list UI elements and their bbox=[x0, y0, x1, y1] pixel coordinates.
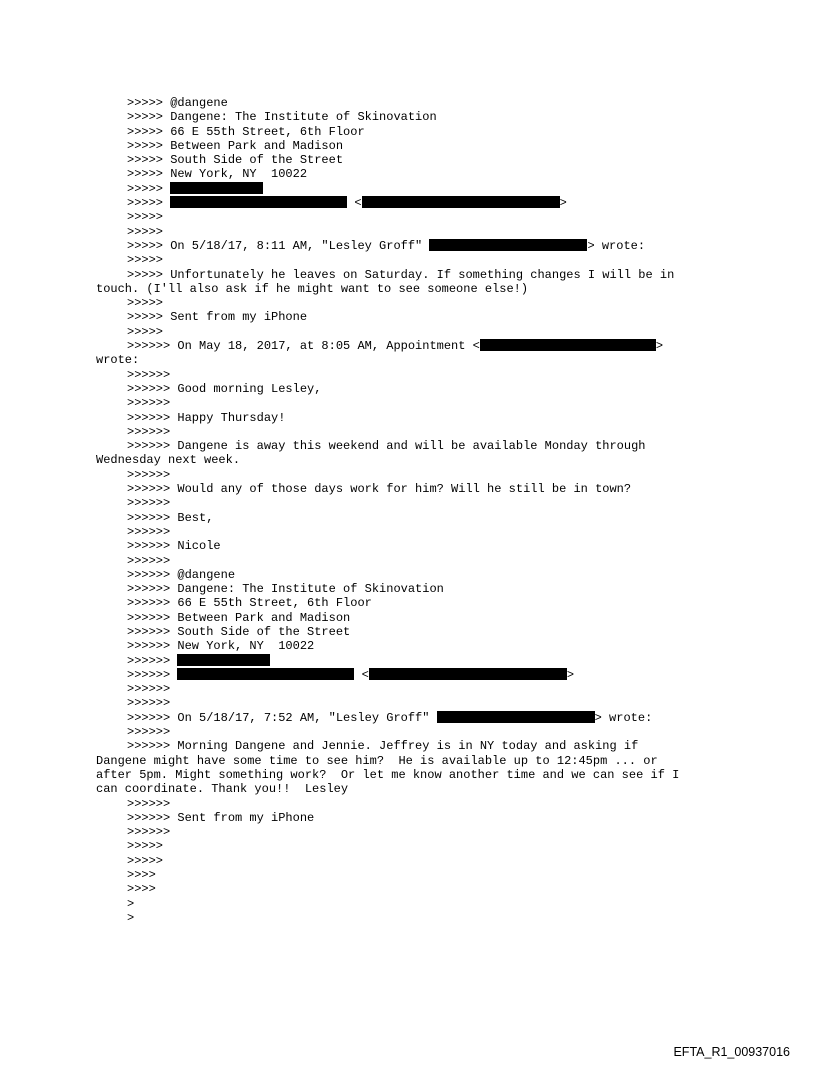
quoted-line: >>>>> bbox=[127, 210, 164, 225]
quoted-line: >>>>>> bbox=[127, 367, 171, 382]
wrapped-line: can coordinate. Thank you!! Lesley bbox=[96, 782, 349, 797]
quoted-line: >>>>>> Good morning Lesley, bbox=[127, 381, 322, 396]
quoted-line: >>>>>> Between Park and Madison bbox=[127, 610, 351, 625]
quoted-line: >>>>>> Happy Thursday! bbox=[127, 410, 286, 425]
quoted-line: >>>> bbox=[127, 868, 156, 883]
quoted-line-redacted-phone: >>>>> bbox=[96, 182, 796, 196]
quoted-line: >>>>> South Side of the Street bbox=[127, 153, 344, 168]
quoted-line: >>>>>> bbox=[127, 553, 171, 568]
quoted-line: >>>>> bbox=[127, 853, 164, 868]
quoted-line: >>>>> Dangene: The Institute of Skinovation bbox=[127, 110, 437, 125]
quoted-line: >>>>> bbox=[127, 224, 164, 239]
quoted-header-line: >>>>>> On May 18, 2017, at 8:05 AM, Appointment < > bbox=[127, 339, 664, 354]
wrapped-line: wrote: bbox=[96, 353, 140, 368]
quoted-line: >>>>> bbox=[127, 324, 164, 339]
quoted-line: >>>>> Sent from my iPhone bbox=[127, 310, 308, 325]
quoted-line: >>>>> Unfortunately he leaves on Saturday. If something changes I will be in bbox=[127, 267, 675, 282]
redaction-bar bbox=[429, 239, 587, 251]
quoted-line: >>>>> bbox=[127, 839, 164, 854]
quoted-line: > bbox=[127, 896, 135, 911]
document-id-footer: EFTA_R1_00937016 bbox=[673, 1045, 790, 1059]
quoted-line: >>>>>> Nicole bbox=[127, 539, 221, 554]
wrapped-line: Dangene might have some time to see him? He is available up to 12:45pm ... or bbox=[96, 753, 658, 768]
wrapped-line: touch. (I'll also ask if he might want to see someone else!) bbox=[96, 281, 529, 296]
quoted-line: >>>>>> bbox=[127, 496, 171, 511]
redaction-bar bbox=[177, 654, 270, 666]
quoted-line: >>>>>> Dangene is away this weekend and will be available Monday through bbox=[127, 439, 646, 454]
quoted-line: >>>>>> 66 E 55th Street, 6th Floor bbox=[127, 596, 372, 611]
quoted-line: > bbox=[127, 910, 135, 925]
quoted-line-redacted-email: >>>>> < > bbox=[127, 196, 567, 211]
quoted-line: >>>>>> Dangene: The Institute of Skinovation bbox=[127, 582, 444, 597]
wrapped-line: Wednesday next week. bbox=[96, 453, 241, 468]
quoted-line: >>>>>> @dangene bbox=[127, 567, 236, 582]
quoted-line: >>>>>> Would any of those days work for him? Will he still be in town? bbox=[127, 482, 632, 497]
quoted-line: >>>>>> bbox=[127, 825, 171, 840]
redaction-bar bbox=[362, 196, 560, 208]
redaction-bar bbox=[177, 668, 354, 680]
quoted-line: >>>>>> bbox=[127, 725, 171, 740]
quoted-line: >>>>>> bbox=[127, 796, 171, 811]
quoted-line: >>>>>> bbox=[127, 696, 171, 711]
redaction-bar bbox=[437, 711, 595, 723]
quoted-header-line: >>>>>> On 5/18/17, 7:52 AM, "Lesley Groff" > wrote: bbox=[127, 710, 653, 725]
quoted-header-line: >>>>> On 5/18/17, 8:11 AM, "Lesley Groff" > wrote: bbox=[127, 238, 646, 253]
quoted-email-thread bbox=[96, 96, 796, 925]
redaction-bar bbox=[369, 668, 567, 680]
quoted-line: >>>>> @dangene bbox=[127, 96, 228, 110]
quoted-line: >>>>>> bbox=[127, 467, 171, 482]
quoted-line: >>>>>> South Side of the Street bbox=[127, 624, 351, 639]
quoted-line: >>>>>> bbox=[127, 396, 171, 411]
wrapped-line: after 5pm. Might something work? Or let me know another time and we can see if I bbox=[96, 767, 680, 782]
quoted-line: >>>>>> Sent from my iPhone bbox=[127, 810, 315, 825]
quoted-line: >>>>> bbox=[127, 296, 164, 311]
quoted-line: >>>> bbox=[127, 882, 156, 897]
quoted-line: >>>>>> bbox=[127, 524, 171, 539]
quoted-line: >>>>>> bbox=[127, 424, 171, 439]
redaction-bar bbox=[170, 182, 263, 194]
quoted-line-redacted-phone: >>>>>> bbox=[96, 654, 796, 668]
quoted-line: >>>>>> New York, NY 10022 bbox=[127, 639, 315, 654]
quoted-line: >>>>> Between Park and Madison bbox=[127, 138, 344, 153]
quoted-line: >>>>> New York, NY 10022 bbox=[127, 167, 308, 182]
quoted-line: >>>>>> Best, bbox=[127, 510, 214, 525]
quoted-line: >>>>>> Morning Dangene and Jennie. Jeffrey is in NY today and asking if bbox=[127, 739, 639, 754]
quoted-line-redacted-email: >>>>>> < > bbox=[127, 667, 575, 682]
quoted-line: >>>>> 66 E 55th Street, 6th Floor bbox=[127, 124, 365, 139]
quoted-line: >>>>> bbox=[127, 253, 164, 268]
redaction-bar bbox=[170, 196, 347, 208]
redaction-bar bbox=[480, 339, 656, 351]
quoted-line: >>>>>> bbox=[127, 682, 171, 697]
